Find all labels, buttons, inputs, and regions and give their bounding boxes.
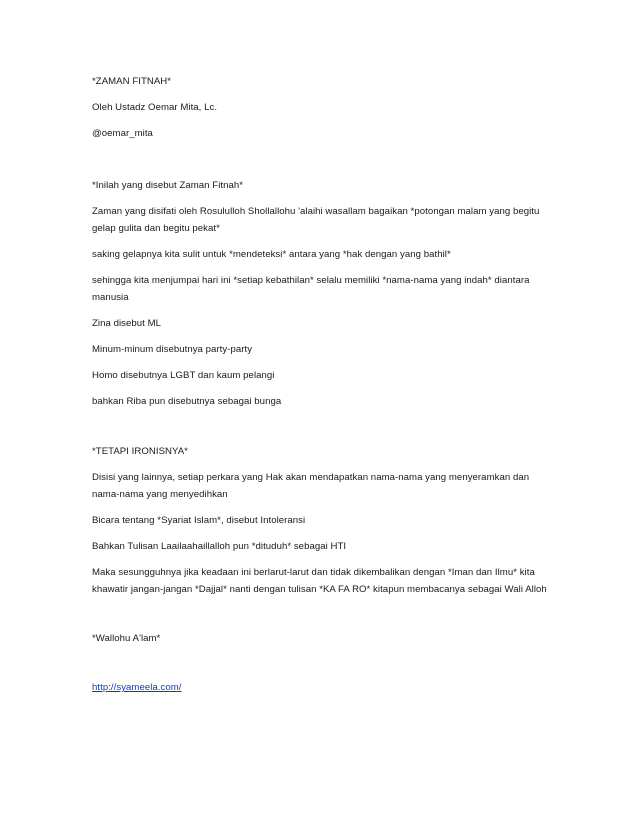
section2-heading: *TETAPI IRONISNYA* [92,446,188,457]
spacer [92,151,552,177]
paragraph: Bicara tentang *Syariat Islam*, disebut Intoleransi [92,515,306,526]
paragraph: Maka sesungguhnya jika keadaan ini berlarut-larut dan tidak dikembalikan dengan *Iman dan Ilmu* kita khawatir jangan-jangan *Dajjal* nanti dengan tulisan *KA FA RO* kitapun membacanya sebagai Wali Alloh [92,567,547,595]
paragraph: bahkan Riba pun disebutnya sebagai bunga [92,396,282,407]
paragraph: Bahkan Tulisan Laailaahaillalloh pun *dituduh* sebagai HTI [92,541,347,552]
author-line: Oleh Ustadz Oemar Mita, Lc. [92,102,218,113]
spacer [92,419,552,443]
paragraph: Zina disebut ML [92,318,162,329]
author-handle: @oemar_mita [92,128,153,139]
paragraph: Homo disebutnya LGBT dan kaum pelangi [92,370,275,381]
document-title: *ZAMAN FITNAH* [92,76,172,87]
paragraph: saking gelapnya kita sulit untuk *mendeteksi* antara yang *hak dengan yang bathil* [92,249,451,260]
paragraph: Disisi yang lainnya, setiap perkara yang Hak akan mendapatkan nama-nama yang menyeramkan dan nama-nama yang menyedihkan [92,472,530,500]
spacer [92,607,552,630]
paragraph: Minum-minum disebutnya party-party [92,344,253,355]
paragraph: Zaman yang disifati oleh Rosululloh Shollallohu 'alaihi wasallam bagaikan *potongan malam yang begitu gelap gulita dan begitu pekat* [92,206,540,234]
section1-heading: *Inilah yang disebut Zaman Fitnah* [92,180,244,191]
source-link[interactable]: http://syameela.com/ [92,682,182,693]
document-body [92,73,552,705]
paragraph: sehingga kita menjumpai hari ini *setiap kebathilan* selalu memiliki *nama-nama yang indah* diantara manusia [92,275,530,303]
closing-line: *Wallohu A'lam* [92,633,161,644]
spacer [92,656,552,679]
